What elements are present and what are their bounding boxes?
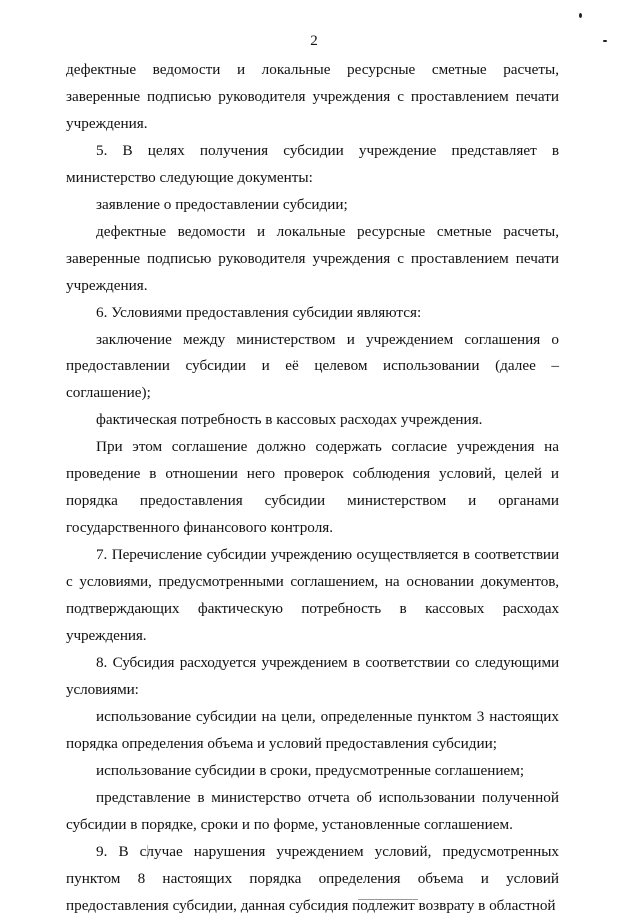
paragraph: использование субсидии на цели, определенные пунктом 3 настоящих порядка определения объема и условий предоставления субсидии;	[66, 707, 559, 752]
paragraph-item-5: 5. В целях получения субсидии учреждение представляет в министерство следующие документы:	[66, 141, 559, 186]
paragraph-item-7: 7. Перечисление субсидии учреждению осуществляется в соответствии с условиями, предусмотренными соглашением, на основании документов, подтверждающих фактическую потребность в кассовых расходах учреждения.	[66, 546, 559, 645]
paragraph: использование субсидии в сроки, предусмотренные соглашением;	[96, 761, 525, 779]
paragraph-item-8: 8. Субсидия расходуется учреждением в соответствии со следующими условиями:	[66, 653, 559, 698]
paragraph: заключение между министерством и учреждением соглашения о предоставлении субсидии и её целевом использовании (далее – соглашение);	[66, 330, 559, 402]
paragraph: заявление о предоставлении субсидии;	[96, 195, 348, 213]
paragraph: дефектные ведомости и локальные ресурсные сметные расчеты, заверенные подписью руководителя учреждения с проставлением печати учреждения.	[66, 61, 559, 132]
paragraph: дефектные ведомости и локальные ресурсные сметные расчеты, заверенные подписью руководителя учреждения с проставлением печати учреждения.	[66, 222, 559, 294]
paragraph-item-9: 9. В случае нарушения учреждением условий, предусмотренных пунктом 8 настоящих порядка определения объема и условий предоставления субсидии, данная субсидия подлежит возврату в областной	[66, 842, 559, 914]
paragraph: При этом соглашение должно содержать согласие учреждения на проведение в отношении него проверок соблюдения условий, целей и порядка предоставления субсидии министерством и органами государственного финансового контроля.	[66, 438, 559, 537]
paragraph-item-6: 6. Условиями предоставления субсидии являются:	[96, 303, 422, 321]
scan-speck	[579, 13, 582, 18]
page-number: 2	[310, 33, 318, 49]
paragraph: фактическая потребность в кассовых расходах учреждения.	[96, 411, 483, 429]
paragraph: представление в министерство отчета об использовании полученной субсидии в порядке, сроки и по форме, установленные соглашением.	[66, 788, 559, 833]
document-body	[66, 57, 559, 920]
